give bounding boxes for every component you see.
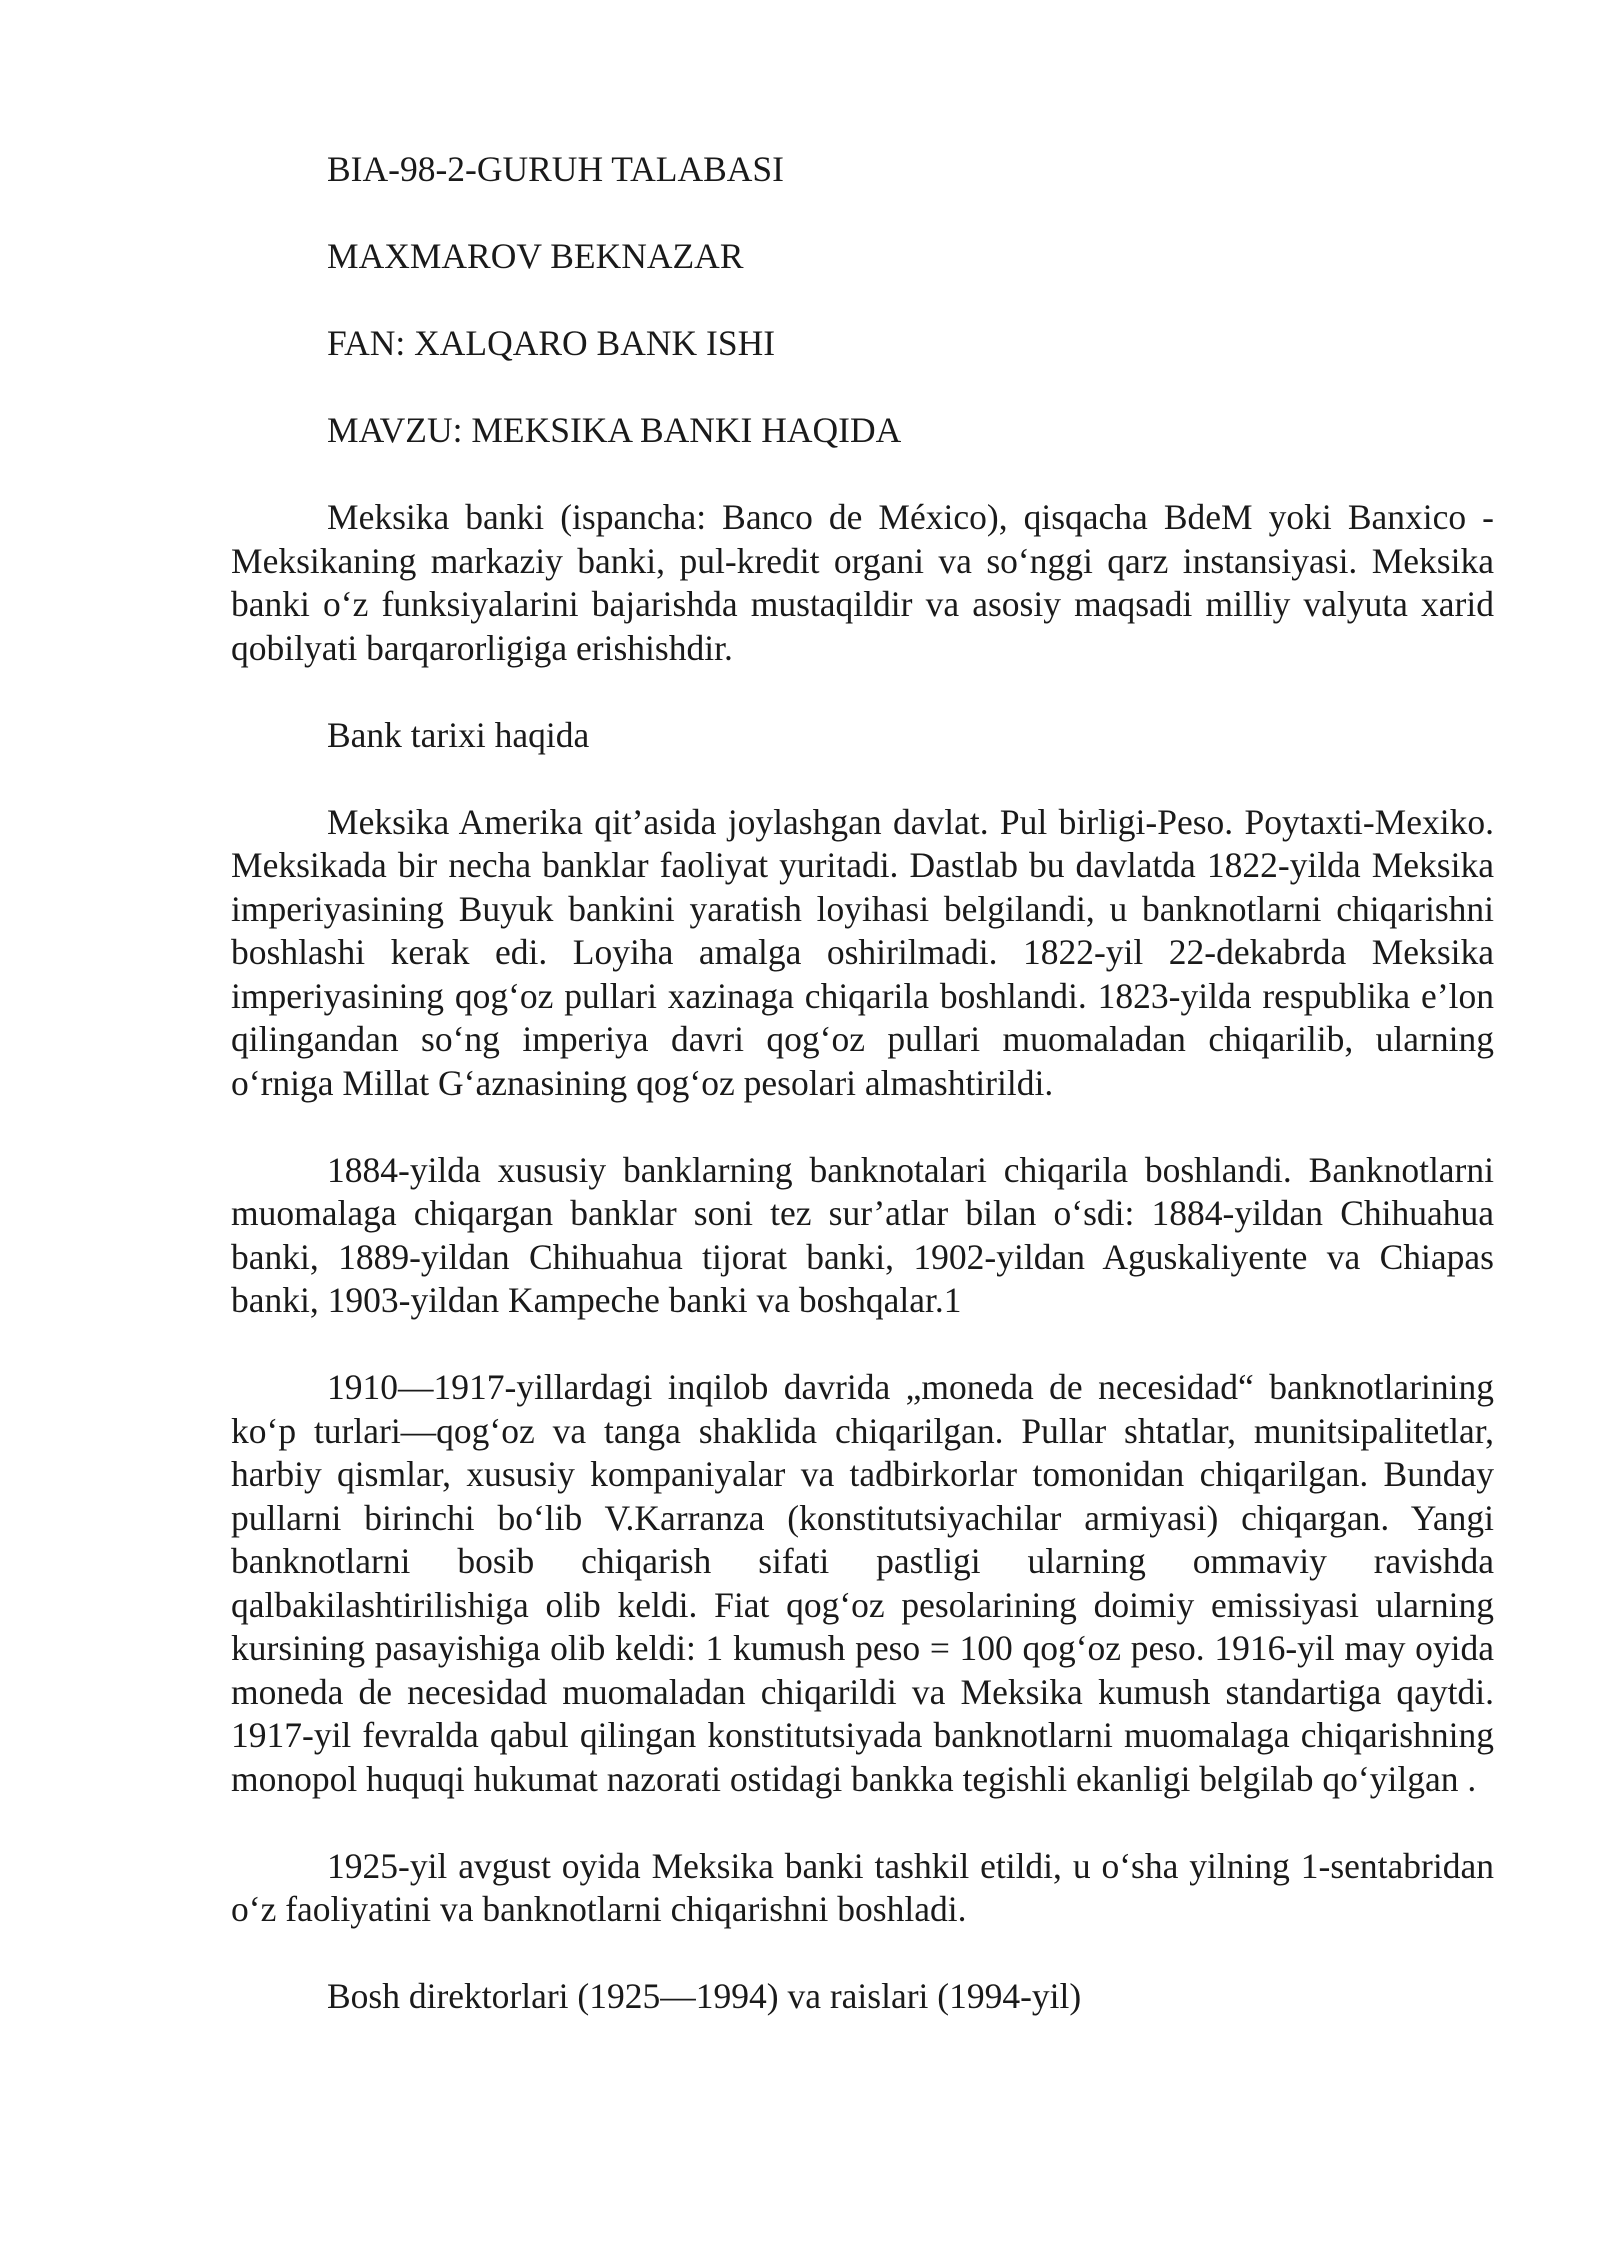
history-paragraph-1: Meksika Amerika qit’asida joylashgan davlat. Pul birligi-Peso. Poytaxti-Mexiko. Meksikada bir necha banklar faoliyat yuritadi. Dastlab bu davlatda 1822-yilda Meksika imperiyasining Buyuk bankini yaratish loyihasi belgilandi, u banknotlarni chiqarishni boshlashi kerak edi. Loyiha amalga oshirilmadi. 1822-yil 22-dekabrda Meksika imperiyasining qog‘oz pullari xazinaga chiqarila boshlandi. 1823-yilda respublika e’lon qilingandan so‘ng imperiya davri qog‘oz pullari muomaladan chiqarilib, ularning o‘rniga Millat G‘aznasining qog‘oz pesolari almashtirildi. bbox=[231, 801, 1494, 1103]
intro-paragraph: Meksika banki (ispancha: Banco de México), qisqacha BdeM yoki Banxico - Meksikaning markaziy banki, pul-kredit organi va so‘nggi qarz instansiyasi. Meksika banki o‘z funksiyalarini bajarishda mustaqildir va asosiy maqsadi milliy valyuta xarid qobilyati barqarorligiga erishishdir. bbox=[231, 497, 1494, 668]
directors-heading: Bosh direktorlari (1925—1994) va raislari (1994-yil) bbox=[327, 1976, 1082, 2016]
document-page bbox=[231, 148, 1494, 2062]
topic-line: MAVZU: MEKSIKA BANKI HAQIDA bbox=[327, 410, 902, 450]
history-paragraph-3: 1910—1917-yillardagi inqilob davrida „moneda de necesidad“ banknotlarining ko‘p turlari—qog‘oz va tanga shaklida chiqarilgan. Pullar shtatlar, munitsipalitetlar, harbiy qismlar, xususiy kompaniyalar va tadbirkorlar tomonidan chiqarilgan. Bunday pullarni birinchi bo‘lib V.Karranza (konstitutsiyachilar armiyasi) chiqargan. Yangi banknotlarni bosib chiqarish sifati pastligi ularning ommaviy ravishda qalbakilashtirilishiga olib keldi. Fiat qog‘oz pesolarining doimiy emissiyasi ularning kursining pasayishiga olib keldi: 1 kumush peso = 100 qog‘oz peso. 1916-yil may oyida moneda de necesidad muomaladan chiqarildi va Meksika kumush standartiga qaytdi. 1917-yil fevralda qabul qilingan konstitutsiyada banknotlarni muomalaga chiqarishning monopol huquqi hukumat nazorati ostidagi bankka tegishli ekanligi belgilab qo‘yilgan . bbox=[231, 1367, 1494, 1799]
student-name-line: MAXMAROV BEKNAZAR bbox=[327, 236, 744, 276]
history-paragraph-2: 1884-yilda xususiy banklarning banknotalari chiqarila boshlandi. Banknotlarni muomalaga chiqargan banklar soni tez sur’atlar bilan o‘sdi: 1884-yildan Chihuahua banki, 1889-yildan Chihuahua tijorat banki, 1902-yildan Aguskaliyente va Chiapas banki, 1903-yildan Kampeche banki va boshqalar.1 bbox=[231, 1149, 1494, 1320]
student-group-line: BIA-98-2-GURUH TALABASI bbox=[327, 149, 784, 189]
subject-line: FAN: XALQARO BANK ISHI bbox=[327, 323, 776, 363]
history-heading: Bank tarixi haqida bbox=[327, 714, 590, 755]
history-paragraph-4: 1925-yil avgust oyida Meksika banki tashkil etildi, u o‘sha yilning 1-sentabridan o‘z faoliyatini va banknotlarni chiqarishni boshladi. bbox=[231, 1845, 1494, 1929]
